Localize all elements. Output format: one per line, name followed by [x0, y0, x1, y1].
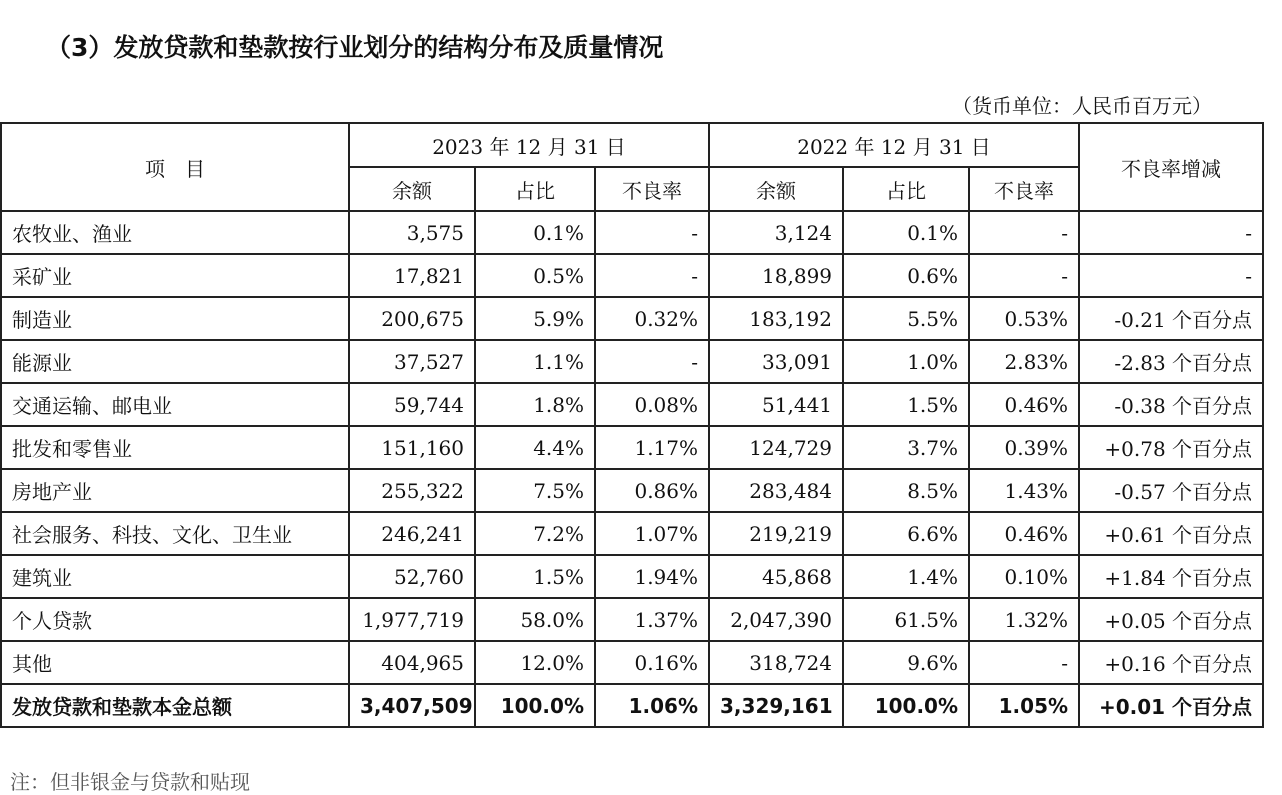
table-row — [1, 254, 1263, 297]
npl-2023-cell: 0.08% — [595, 383, 709, 426]
npl-change-cell: +0.01 个百分点 — [1079, 684, 1263, 727]
npl-2023-cell: 1.94% — [595, 555, 709, 598]
header-item: 项 目 — [1, 123, 349, 211]
balance-2022-cell: 18,899 — [709, 254, 843, 297]
balance-2022-cell: 2,047,390 — [709, 598, 843, 641]
npl-2023-cell: - — [595, 254, 709, 297]
header-ratio-2022: 占比 — [843, 167, 969, 211]
industry-name-cell: 能源业 — [1, 340, 349, 383]
npl-2022-cell: 2.83% — [969, 340, 1079, 383]
npl-2022-cell: 1.05% — [969, 684, 1079, 727]
npl-change-cell: -0.57 个百分点 — [1079, 469, 1263, 512]
industry-name-cell: 农牧业、渔业 — [1, 211, 349, 254]
npl-2022-cell: 0.46% — [969, 383, 1079, 426]
ratio-2022-cell: 6.6% — [843, 512, 969, 555]
npl-2023-cell: 1.06% — [595, 684, 709, 727]
balance-2022-cell: 318,724 — [709, 641, 843, 684]
balance-2022-cell: 3,124 — [709, 211, 843, 254]
loan-industry-table — [0, 122, 1264, 728]
balance-2023-cell: 59,744 — [349, 383, 475, 426]
ratio-2023-cell: 5.9% — [475, 297, 595, 340]
ratio-2022-cell: 100.0% — [843, 684, 969, 727]
ratio-2023-cell: 1.8% — [475, 383, 595, 426]
balance-2023-cell: 200,675 — [349, 297, 475, 340]
table-row — [1, 297, 1263, 340]
balance-2023-cell: 52,760 — [349, 555, 475, 598]
npl-change-cell: - — [1079, 254, 1263, 297]
industry-name-cell: 社会服务、科技、文化、卫生业 — [1, 512, 349, 555]
npl-change-cell: -2.83 个百分点 — [1079, 340, 1263, 383]
balance-2022-cell: 45,868 — [709, 555, 843, 598]
npl-2023-cell: 1.07% — [595, 512, 709, 555]
header-balance-2023: 余额 — [349, 167, 475, 211]
header-npl-change: 不良率增减 — [1079, 123, 1263, 211]
balance-2023-cell: 3,575 — [349, 211, 475, 254]
table-row — [1, 555, 1263, 598]
ratio-2022-cell: 1.4% — [843, 555, 969, 598]
industry-name-cell: 其他 — [1, 641, 349, 684]
table-row — [1, 211, 1263, 254]
npl-2022-cell: - — [969, 211, 1079, 254]
npl-2023-cell: 0.32% — [595, 297, 709, 340]
ratio-2022-cell: 5.5% — [843, 297, 969, 340]
npl-2023-cell: 1.17% — [595, 426, 709, 469]
npl-2022-cell: 1.43% — [969, 469, 1079, 512]
ratio-2023-cell: 100.0% — [475, 684, 595, 727]
footnote: 注：但非银金与贷款和贴现 — [10, 770, 250, 794]
ratio-2023-cell: 1.5% — [475, 555, 595, 598]
industry-name-cell: 批发和零售业 — [1, 426, 349, 469]
table-row — [1, 598, 1263, 641]
npl-2022-cell: - — [969, 641, 1079, 684]
ratio-2023-cell: 0.1% — [475, 211, 595, 254]
industry-name-cell: 发放贷款和垫款本金总额 — [1, 684, 349, 727]
header-ratio-2023: 占比 — [475, 167, 595, 211]
npl-2023-cell: 0.16% — [595, 641, 709, 684]
npl-change-cell: +0.78 个百分点 — [1079, 426, 1263, 469]
npl-2022-cell: 0.39% — [969, 426, 1079, 469]
npl-2022-cell: 0.10% — [969, 555, 1079, 598]
industry-name-cell: 交通运输、邮电业 — [1, 383, 349, 426]
table-row — [1, 512, 1263, 555]
balance-2022-cell: 219,219 — [709, 512, 843, 555]
table-row — [1, 469, 1263, 512]
balance-2022-cell: 283,484 — [709, 469, 843, 512]
balance-2023-cell: 37,527 — [349, 340, 475, 383]
npl-2023-cell: - — [595, 340, 709, 383]
balance-2023-cell: 17,821 — [349, 254, 475, 297]
header-2022: 2022 年 12 月 31 日 — [709, 123, 1079, 167]
industry-name-cell: 采矿业 — [1, 254, 349, 297]
ratio-2022-cell: 1.5% — [843, 383, 969, 426]
currency-unit-note: （货币单位：人民币百万元） — [952, 94, 1212, 118]
balance-2023-cell: 404,965 — [349, 641, 475, 684]
industry-name-cell: 房地产业 — [1, 469, 349, 512]
npl-change-cell: -0.21 个百分点 — [1079, 297, 1263, 340]
total-row — [1, 684, 1263, 727]
balance-2022-cell: 33,091 — [709, 340, 843, 383]
npl-2022-cell: 0.46% — [969, 512, 1079, 555]
balance-2023-cell: 151,160 — [349, 426, 475, 469]
header-balance-2022: 余额 — [709, 167, 843, 211]
table-row — [1, 426, 1263, 469]
ratio-2022-cell: 1.0% — [843, 340, 969, 383]
npl-2023-cell: - — [595, 211, 709, 254]
npl-change-cell: +1.84 个百分点 — [1079, 555, 1263, 598]
table-row — [1, 641, 1263, 684]
header-npl-2022: 不良率 — [969, 167, 1079, 211]
balance-2023-cell: 3,407,509 — [349, 684, 475, 727]
ratio-2023-cell: 7.5% — [475, 469, 595, 512]
ratio-2022-cell: 3.7% — [843, 426, 969, 469]
industry-name-cell: 个人贷款 — [1, 598, 349, 641]
ratio-2022-cell: 0.6% — [843, 254, 969, 297]
npl-2022-cell: 0.53% — [969, 297, 1079, 340]
npl-2022-cell: 1.32% — [969, 598, 1079, 641]
table-row — [1, 383, 1263, 426]
industry-name-cell: 制造业 — [1, 297, 349, 340]
npl-2023-cell: 1.37% — [595, 598, 709, 641]
ratio-2023-cell: 7.2% — [475, 512, 595, 555]
npl-change-cell: -0.38 个百分点 — [1079, 383, 1263, 426]
ratio-2023-cell: 58.0% — [475, 598, 595, 641]
npl-change-cell: +0.61 个百分点 — [1079, 512, 1263, 555]
ratio-2022-cell: 8.5% — [843, 469, 969, 512]
header-npl-2023: 不良率 — [595, 167, 709, 211]
npl-change-cell: +0.05 个百分点 — [1079, 598, 1263, 641]
balance-2022-cell: 124,729 — [709, 426, 843, 469]
ratio-2023-cell: 12.0% — [475, 641, 595, 684]
section-title: （3）发放贷款和垫款按行业划分的结构分布及质量情况 — [46, 33, 664, 62]
balance-2023-cell: 246,241 — [349, 512, 475, 555]
ratio-2022-cell: 9.6% — [843, 641, 969, 684]
npl-2023-cell: 0.86% — [595, 469, 709, 512]
balance-2023-cell: 255,322 — [349, 469, 475, 512]
npl-change-cell: +0.16 个百分点 — [1079, 641, 1263, 684]
ratio-2023-cell: 4.4% — [475, 426, 595, 469]
npl-change-cell: - — [1079, 211, 1263, 254]
industry-name-cell: 建筑业 — [1, 555, 349, 598]
balance-2022-cell: 51,441 — [709, 383, 843, 426]
npl-2022-cell: - — [969, 254, 1079, 297]
ratio-2022-cell: 61.5% — [843, 598, 969, 641]
header-2023: 2023 年 12 月 31 日 — [349, 123, 709, 167]
ratio-2022-cell: 0.1% — [843, 211, 969, 254]
ratio-2023-cell: 0.5% — [475, 254, 595, 297]
table-row — [1, 340, 1263, 383]
balance-2022-cell: 183,192 — [709, 297, 843, 340]
balance-2022-cell: 3,329,161 — [709, 684, 843, 727]
balance-2023-cell: 1,977,719 — [349, 598, 475, 641]
ratio-2023-cell: 1.1% — [475, 340, 595, 383]
